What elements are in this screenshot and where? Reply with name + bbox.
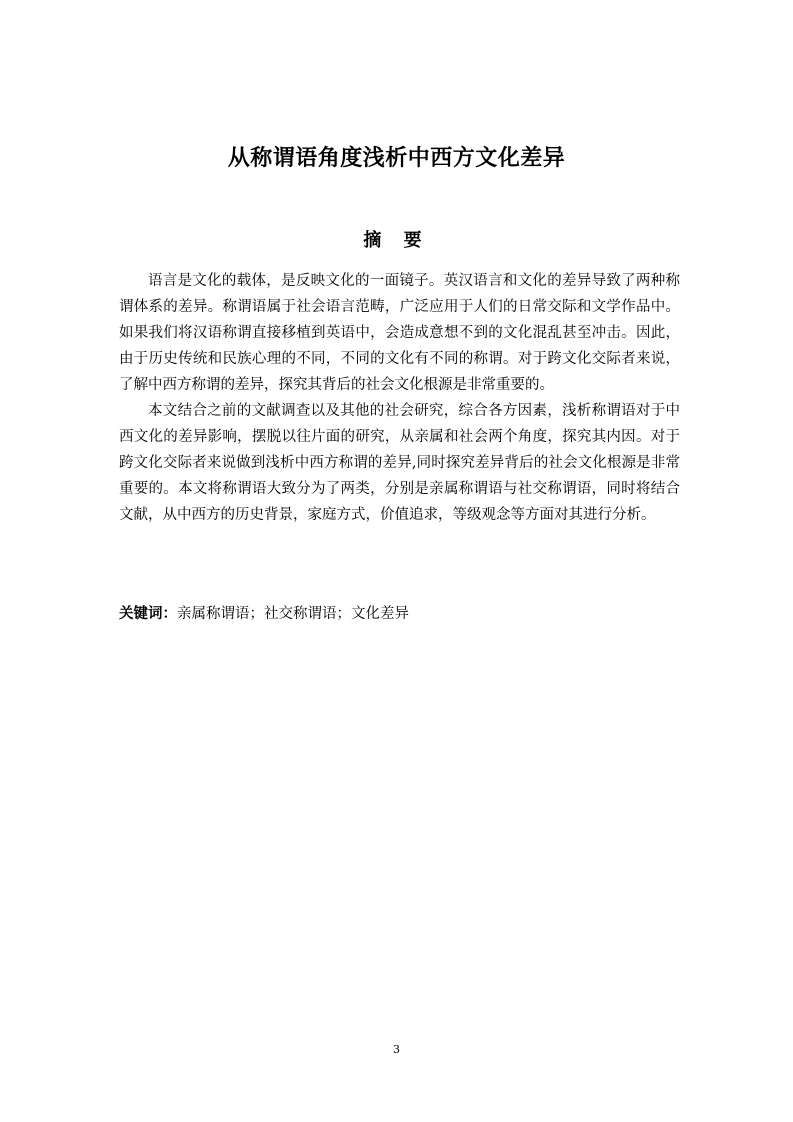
abstract-heading: 摘 要 (363, 230, 430, 251)
page-number: 3 (393, 1043, 400, 1056)
abstract-paragraph-1: 语言是文化的载体，是反映文化的一面镜子。英汉语言和文化的差异导致了两种称谓体系的差异。称谓语属于社会语言范畴，广泛应用于人们的日常交际和文学作品中。如果我们将汉语称谓直接移植到英语中，会造成意想不到的文化混乱甚至冲击。因此，由于历史传统和民族心理的不同，不同的文化有不同的称谓。对于跨文化交际者来说，了解中西方称谓的差异，探究其背后的社会文化根源是非常重要的。 (119, 273, 680, 393)
keywords-label: 关键词： (119, 606, 177, 622)
keywords-value: 亲属称谓语；社交称谓语；文化差异 (177, 606, 409, 622)
page-title: 从称谓语角度浅析中西方文化差异 (227, 146, 566, 171)
keywords-line (119, 602, 680, 626)
abstract-paragraph-2: 本文结合之前的文献调查以及其他的社会研究，综合各方因素，浅析称谓语对于中西文化的差异影响，摆脱以往片面的研究，从亲属和社会两个角度，探究其内因。对于跨文化交际者来说做到浅析中西方称谓的差异,同时探究差异背后的社会文化根源是非常重要的。本文将称谓语大致分为了两类，分别是亲属称谓语与社交称谓语，同时将结合文献，从中西方的历史背景，家庭方式，价值追求，等级观念等方面对其进行分析。 (119, 403, 680, 523)
abstract-body (119, 268, 680, 528)
